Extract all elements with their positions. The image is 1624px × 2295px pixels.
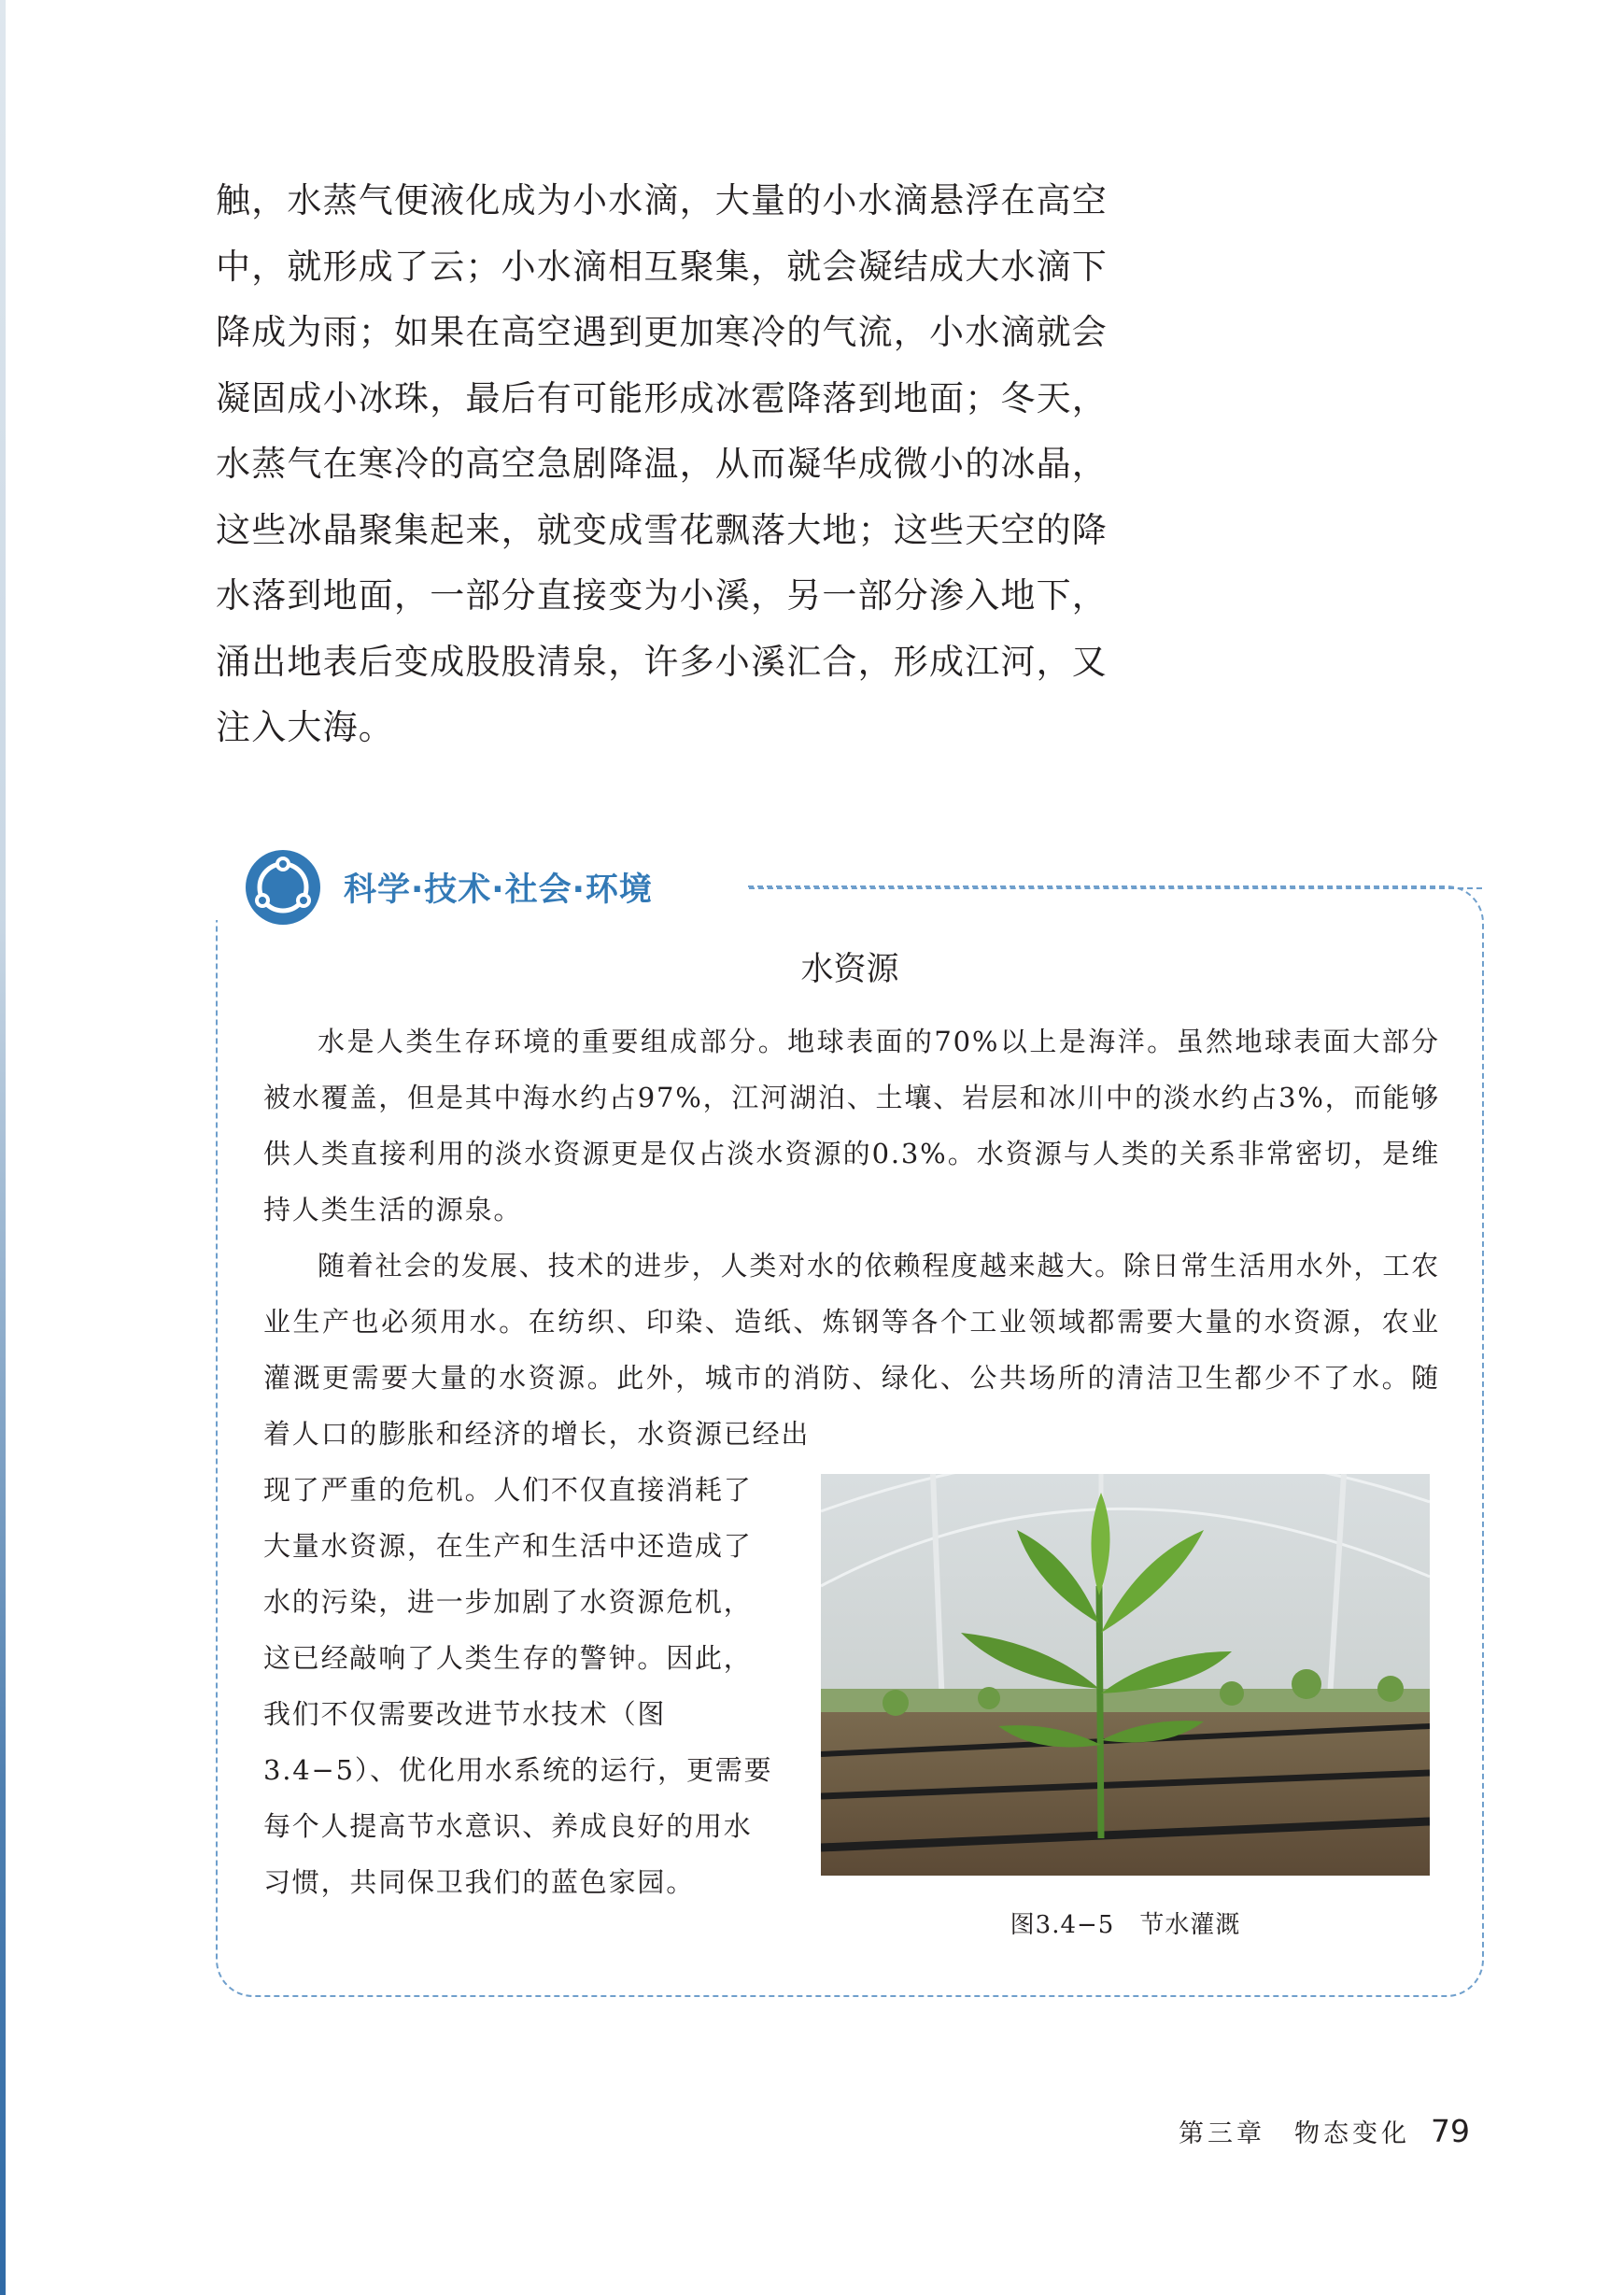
page-edge-band [0,0,6,2295]
molecule-icon [245,849,321,926]
section-title: 水资源 [800,951,899,988]
section-body [263,1013,1440,1462]
page-number: 79 [1431,2113,1470,2149]
box-heading-rule [749,887,1482,889]
box-heading [245,849,653,926]
paragraph-2-rest: 现了严重的危机。人们不仅直接消耗了大量水资源，在生产和生活中还造成了水的污染，进一步加剧了水资源危机，这已经敲响了人类生存的警钟。因此，我们不仅需要改进节水技术（图3.4−5）、优化用水系统的运行，更需要每个人提高节水意识、养成良好的用水习惯，共同保卫我们的蓝色家园。 [263,1474,773,1898]
figure-caption: 图3.4−5 节水灌溉 [1010,1911,1241,1939]
chapter-label: 第三章 物态变化 [1179,2119,1410,2148]
paragraph-1: 水是人类生存环境的重要组成部分。地球表面的70%以上是海洋。虽然地球表面大部分被水覆盖，但是其中海水约占97%，江河湖泊、土壤、岩层和冰川中的淡水约占3%，而能够供人类直接利用的淡水资源更是仅占淡水资源的0.3%。水资源与人类的关系非常密切，是维持人类生活的源泉。 [263,1026,1440,1225]
main-paragraph: 触，水蒸气便液化成为小水滴，大量的小水滴悬浮在高空中，就形成了云；小水滴相互聚集，就会凝结成大水滴下降成为雨；如果在高空遇到更加寒冷的气流，小水滴就会凝固成小冰珠，最后有可能形成冰雹降落到地面；冬天，水蒸气在寒冷的高空急剧降温，从而凝华成微小的冰晶，这些冰晶聚集起来，就变成雪花飘落大地；这些天空的降水落到地面，一部分直接变为小溪，另一部分渗入地下，涌出地表后变成股股清泉，许多小溪汇合，形成江河，又注入大海。 [216,180,1108,747]
paragraph-2-start: 随着社会的发展、技术的进步，人类对水的依赖程度越来越大。除日常生活用水外，工农业生产也必须用水。在纺织、印染、造纸、炼钢等各个工业领域都需要大量的水资源，农业灌溉更需要大量的水资源。此外，城市的消防、绿化、公共场所的清洁卫生都少不了水。随着人口的膨胀和经济的增长，水资源已经出 [263,1250,1440,1450]
page-footer [1179,2113,1470,2149]
drip-irrigation-photo [821,1474,1430,1876]
section-heading: 科学·技术·社会·环境 [344,871,653,909]
